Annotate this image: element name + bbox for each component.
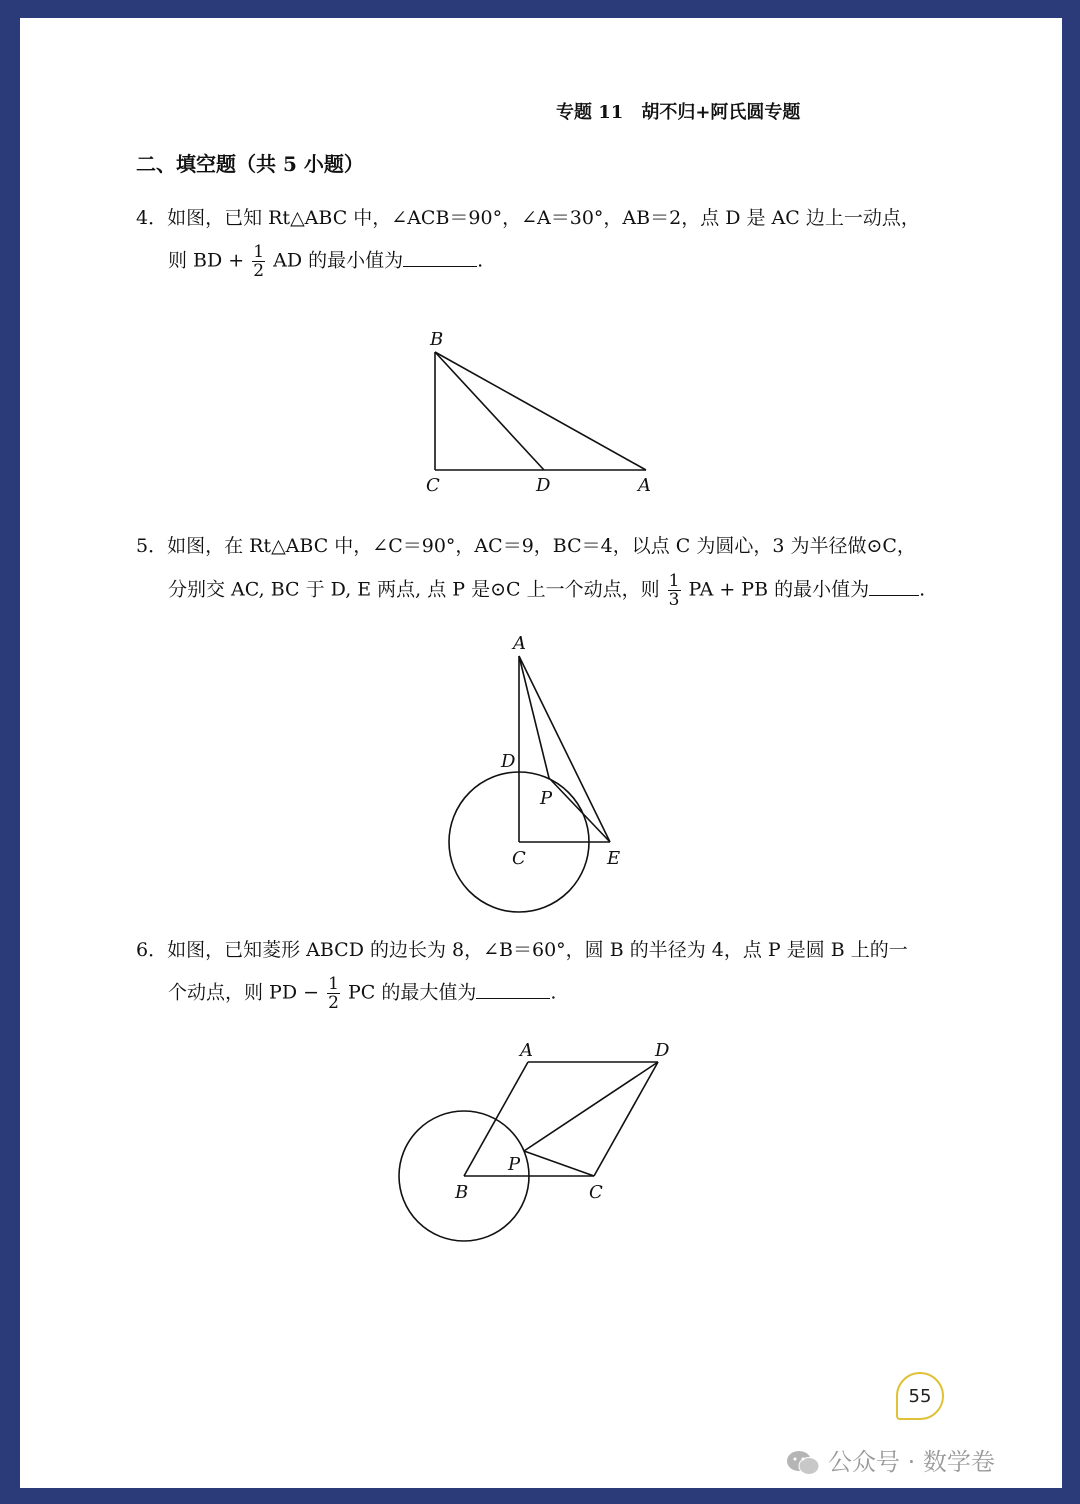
q6-label-c: C — [589, 1182, 603, 1203]
q5-answer-blank[interactable] — [869, 579, 919, 596]
q5-label-a: A — [513, 633, 526, 654]
q5-text-end: . — [919, 578, 926, 601]
q5-label-d: D — [501, 751, 516, 772]
q6-label-d: D — [655, 1040, 670, 1061]
q4-label-b: B — [430, 329, 444, 350]
q4-segment-bd — [435, 352, 544, 470]
q6-frac-num: 1 — [328, 974, 339, 994]
watermark-text: 公众号 · 数学卷 — [828, 1448, 995, 1476]
q4-line1: 4．如图，已知 Rt△ABC 中，∠ACB＝90°，∠A＝30°，AB＝2，点 D 是 AC 边上一动点， — [136, 207, 920, 229]
q5-frac-den: 3 — [668, 590, 680, 610]
q4-segment-ba — [435, 352, 646, 470]
wechat-icon — [786, 1450, 820, 1476]
q6-text-end: . — [550, 981, 557, 1004]
q6-fraction — [327, 975, 340, 1012]
q6-line2 — [168, 975, 556, 1012]
page-header: 专题 11 胡不归+阿氏圆专题 — [556, 102, 801, 123]
q6-text-pre: 个动点，则 PD − — [168, 981, 320, 1004]
q4-text-pre: 则 BD + — [168, 249, 245, 272]
page-number-badge: 55 — [896, 1372, 944, 1420]
q5-label-c: C — [512, 848, 526, 869]
q4-frac-num: 1 — [253, 242, 265, 262]
q4-frac-den: 2 — [253, 261, 265, 281]
q6-segment-dc — [594, 1062, 658, 1176]
q6-label-a: A — [520, 1040, 533, 1061]
q5-text-pre: 分别交 AC, BC 于 D, E 两点, 点 P 是⊙C 上一个动点，则 — [168, 578, 660, 601]
q6-line1: 6．如图，已知菱形 ABCD 的边长为 8，∠B＝60°，圆 B 的半径为 4，点 P 是圆 B 上的一 — [136, 939, 908, 961]
q6-text-post: PC 的最大值为 — [347, 981, 477, 1004]
q4-label-a: A — [638, 475, 651, 496]
q6-label-b: B — [455, 1182, 469, 1203]
q5-line1: 5．如图，在 Rt△ABC 中，∠C＝90°，AC＝9，BC＝4，以点 C 为圆心，3 为半径做⊙C， — [136, 535, 916, 557]
q6-answer-blank[interactable] — [476, 982, 550, 999]
q5-frac-num: 1 — [668, 571, 680, 591]
q6-segment-pc — [524, 1151, 594, 1176]
q5-segment-ae — [519, 656, 610, 842]
watermark — [786, 1442, 995, 1477]
q5-segment-pe — [549, 778, 610, 842]
q6-frac-den: 2 — [328, 993, 339, 1013]
q5-line2 — [168, 572, 925, 609]
q6-segment-pd — [524, 1062, 658, 1151]
q4-label-c: C — [426, 475, 440, 496]
q4-label-d: D — [536, 475, 551, 496]
q5-fraction — [668, 572, 681, 609]
q5-segment-ap — [519, 656, 549, 778]
q6-label-p: P — [508, 1154, 521, 1175]
q5-label-p: P — [540, 788, 553, 809]
q5-label-e: E — [607, 848, 621, 869]
q4-text-post: AD 的最小值为 — [273, 249, 404, 272]
section-title: 二、填空题（共 5 小题） — [136, 152, 364, 176]
q5-text-post: PA + PB 的最小值为 — [688, 578, 870, 601]
q4-text-end: . — [477, 249, 484, 272]
